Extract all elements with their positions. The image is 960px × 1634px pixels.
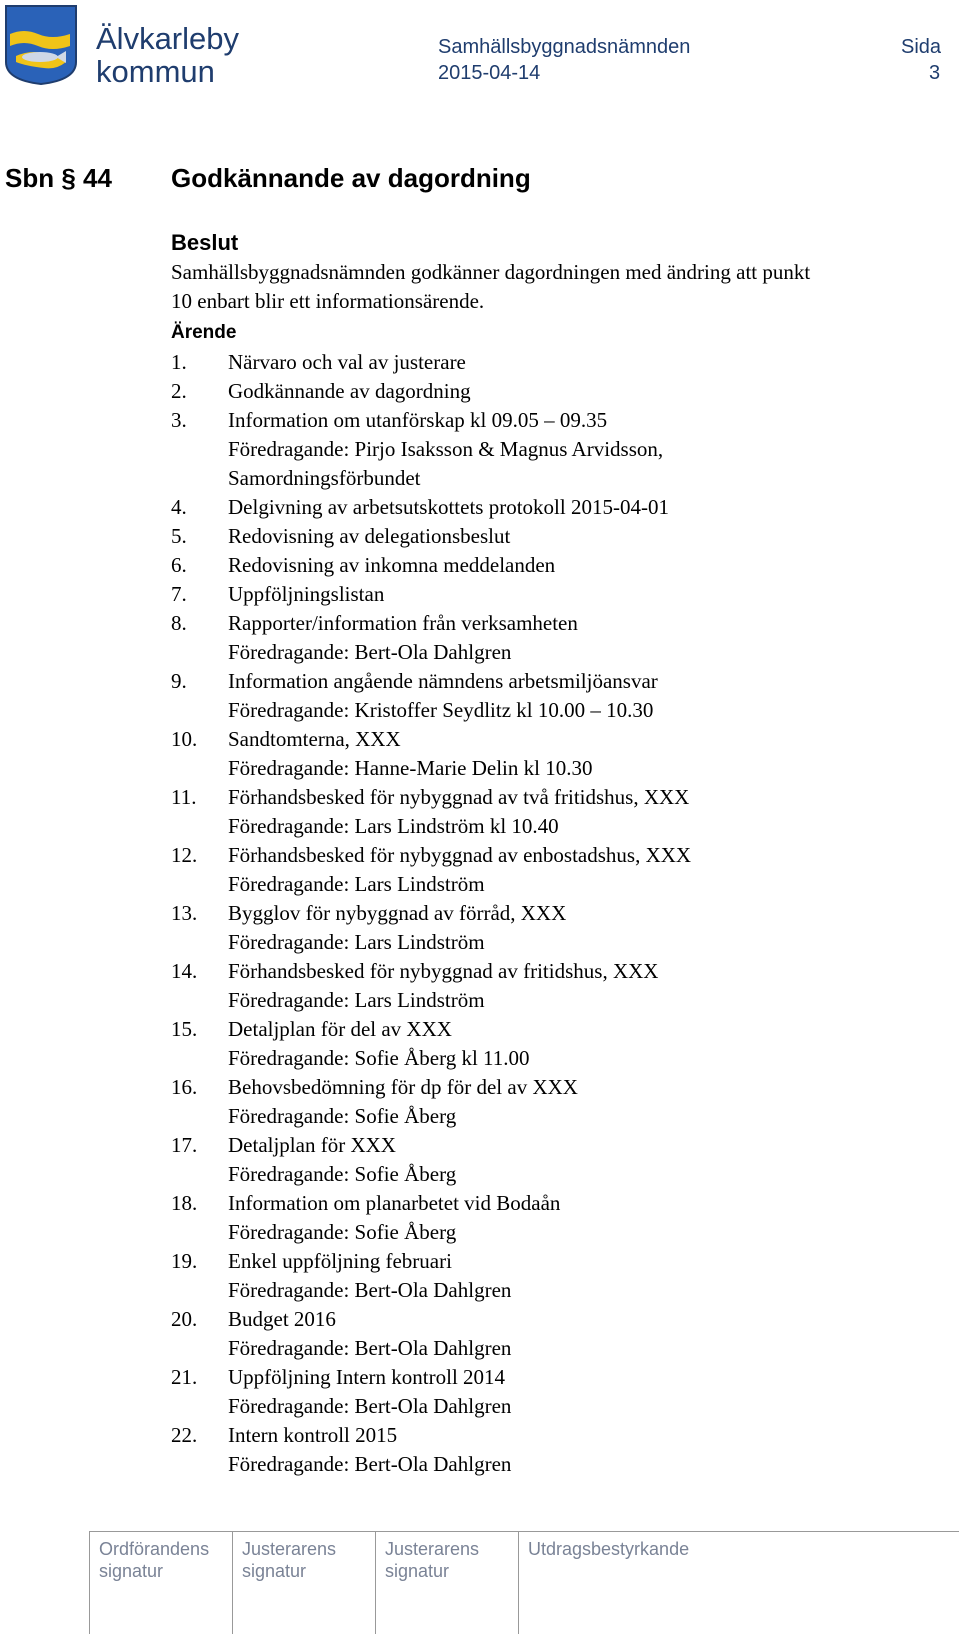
agenda-item-title: Delgivning av arbetsutskottets protokoll 2015-04-01: [228, 495, 669, 519]
municipality-name-line2: kommun: [96, 54, 215, 89]
agenda-item-number: 17.: [171, 1133, 198, 1157]
signature-table: [89, 1531, 959, 1634]
agenda-item-detail: Föredragande: Kristoffer Seydlitz kl 10.00 – 10.30: [228, 698, 654, 722]
signature-label: signatur: [99, 1561, 164, 1581]
agenda-item-detail: Samordningsförbundet: [228, 466, 421, 490]
agenda-item-number: 18.: [171, 1191, 198, 1215]
agenda-item-detail: Föredragande: Lars Lindström: [228, 988, 485, 1012]
signature-box-certification: [518, 1532, 959, 1634]
agenda-item: [171, 1073, 941, 1131]
agenda-item-number: 11.: [171, 785, 197, 809]
agenda-item: [171, 1363, 941, 1421]
agenda-item-detail: Föredragande: Sofie Åberg: [228, 1220, 457, 1244]
paragraph-title: Godkännande av dagordning: [171, 163, 531, 193]
municipality-logo: [4, 4, 78, 86]
signature-label: Ordförandens: [99, 1539, 210, 1559]
municipality-name: [96, 22, 239, 88]
meeting-date: 2015-04-14: [438, 62, 541, 84]
agenda-item-title: Uppföljningslistan: [228, 582, 385, 606]
page-number: 3: [929, 62, 941, 84]
signature-box-adjuster-1: [232, 1532, 375, 1634]
committee-name: Samhällsbyggnadsnämnden: [438, 36, 691, 58]
agenda-item-number: 8.: [171, 611, 187, 635]
agenda-item-title: Enkel uppföljning februari: [228, 1249, 452, 1273]
beslut-text-line: 10 enbart blir ett informationsärende.: [171, 289, 485, 313]
signature-label: Utdragsbestyrkande: [528, 1539, 690, 1559]
agenda-item-number: 3.: [171, 408, 187, 432]
agenda-item-title: Förhandsbesked för nybyggnad av fritidshus, XXX: [228, 959, 659, 983]
agenda-item: [171, 899, 941, 957]
agenda-item: [171, 609, 941, 667]
agenda-item-title: Information om planarbetet vid Bodaån: [228, 1191, 561, 1215]
agenda-item: [171, 1421, 941, 1479]
beslut-text-line: Samhällsbyggnadsnämnden godkänner dagordningen med ändring att punkt: [171, 260, 811, 284]
agenda-item-number: 6.: [171, 553, 187, 577]
agenda-item-number: 1.: [171, 350, 187, 374]
agenda-item-title: Närvaro och val av justerare: [228, 350, 466, 374]
agenda-item: [171, 1247, 941, 1305]
agenda-item: [171, 957, 941, 1015]
agenda-item: [171, 580, 941, 609]
agenda-item-title: Godkännande av dagordning: [228, 379, 471, 403]
beslut-text: [171, 258, 941, 316]
agenda-item: [171, 1305, 941, 1363]
signature-box-adjuster-2: [375, 1532, 518, 1634]
agenda-item-title: Rapporter/information från verksamheten: [228, 611, 578, 635]
agenda-item-title: Information om utanförskap kl 09.05 – 09.35: [228, 408, 608, 432]
agenda-item-number: 7.: [171, 582, 187, 606]
municipality-name-line1: Älvkarleby: [96, 21, 239, 56]
signature-label: Justerarens: [242, 1539, 337, 1559]
agenda-item-title: Intern kontroll 2015: [228, 1423, 398, 1447]
agenda-item-number: 21.: [171, 1365, 198, 1389]
agenda-item-number: 2.: [171, 379, 187, 403]
agenda-item-detail: Föredragande: Lars Lindström kl 10.40: [228, 814, 559, 838]
agenda-item: [171, 1189, 941, 1247]
agenda-item-title: Redovisning av inkomna meddelanden: [228, 553, 556, 577]
agenda-list: [171, 348, 941, 1479]
agenda-item-detail: Föredragande: Bert-Ola Dahlgren: [228, 1394, 512, 1418]
agenda-item-detail: Föredragande: Lars Lindström: [228, 872, 485, 896]
agenda-item-number: 9.: [171, 669, 187, 693]
agenda-item-number: 12.: [171, 843, 198, 867]
agenda-item: [171, 725, 941, 783]
agenda-item-detail: Föredragande: Lars Lindström: [228, 930, 485, 954]
agenda-item-number: 22.: [171, 1423, 198, 1447]
beslut-heading: Beslut: [171, 230, 239, 255]
agenda-item: [171, 377, 941, 406]
agenda-item-detail: Föredragande: Sofie Åberg kl 11.00: [228, 1046, 530, 1070]
agenda-item-detail: Föredragande: Sofie Åberg: [228, 1162, 457, 1186]
signature-label: signatur: [385, 1561, 450, 1581]
agenda-item-title: Bygglov för nybyggnad av förråd, XXX: [228, 901, 567, 925]
agenda-item-title: Detaljplan för XXX: [228, 1133, 396, 1157]
agenda-item-title: Budget 2016: [228, 1307, 336, 1331]
agenda-item-detail: Föredragande: Hanne-Marie Delin kl 10.30: [228, 756, 593, 780]
agenda-item: [171, 783, 941, 841]
agenda-item-number: 4.: [171, 495, 187, 519]
agenda-item-detail: Föredragande: Sofie Åberg: [228, 1104, 457, 1128]
paragraph-number: Sbn § 44: [5, 163, 112, 193]
agenda-item-number: 20.: [171, 1307, 198, 1331]
agenda-item-title: Redovisning av delegationsbeslut: [228, 524, 511, 548]
agenda-item-number: 13.: [171, 901, 198, 925]
agenda-item-detail: Föredragande: Bert-Ola Dahlgren: [228, 1278, 512, 1302]
signature-label: Justerarens: [385, 1539, 480, 1559]
agenda-item-title: Information angående nämndens arbetsmiljöansvar: [228, 669, 658, 693]
agenda-item: [171, 551, 941, 580]
agenda-item-detail: Föredragande: Bert-Ola Dahlgren: [228, 640, 512, 664]
agenda-item: [171, 522, 941, 551]
agenda-item-title: Sandtomterna, XXX: [228, 727, 401, 751]
agenda-item-number: 10.: [171, 727, 198, 751]
agenda-item: [171, 1015, 941, 1073]
agenda-item-title: Uppföljning Intern kontroll 2014: [228, 1365, 506, 1389]
agenda-item: [171, 406, 941, 493]
agenda-item-number: 19.: [171, 1249, 198, 1273]
agenda-item-title: Förhandsbesked för nybyggnad av enbostadshus, XXX: [228, 843, 692, 867]
agenda-item-title: Förhandsbesked för nybyggnad av två fritidshus, XXX: [228, 785, 690, 809]
agenda-item-number: 5.: [171, 524, 187, 548]
page-label: Sida: [901, 36, 942, 58]
signature-box-chair: [89, 1532, 232, 1634]
agenda-item-number: 16.: [171, 1075, 198, 1099]
protocol-body: [171, 228, 941, 1479]
agenda-item: [171, 841, 941, 899]
agenda-item-title: Behovsbedömning för dp för del av XXX: [228, 1075, 578, 1099]
agenda-item: [171, 493, 941, 522]
agenda-item: [171, 348, 941, 377]
arende-heading: Ärende: [171, 322, 237, 343]
agenda-item-title: Detaljplan för del av XXX: [228, 1017, 452, 1041]
agenda-item-number: 15.: [171, 1017, 198, 1041]
agenda-item-detail: Föredragande: Bert-Ola Dahlgren: [228, 1336, 512, 1360]
agenda-item-detail: Föredragande: Pirjo Isaksson & Magnus Arvidsson,: [228, 437, 664, 461]
agenda-item: [171, 1131, 941, 1189]
agenda-item: [171, 667, 941, 725]
agenda-item-number: 14.: [171, 959, 198, 983]
signature-label: signatur: [242, 1561, 307, 1581]
agenda-item-detail: Föredragande: Bert-Ola Dahlgren: [228, 1452, 512, 1476]
